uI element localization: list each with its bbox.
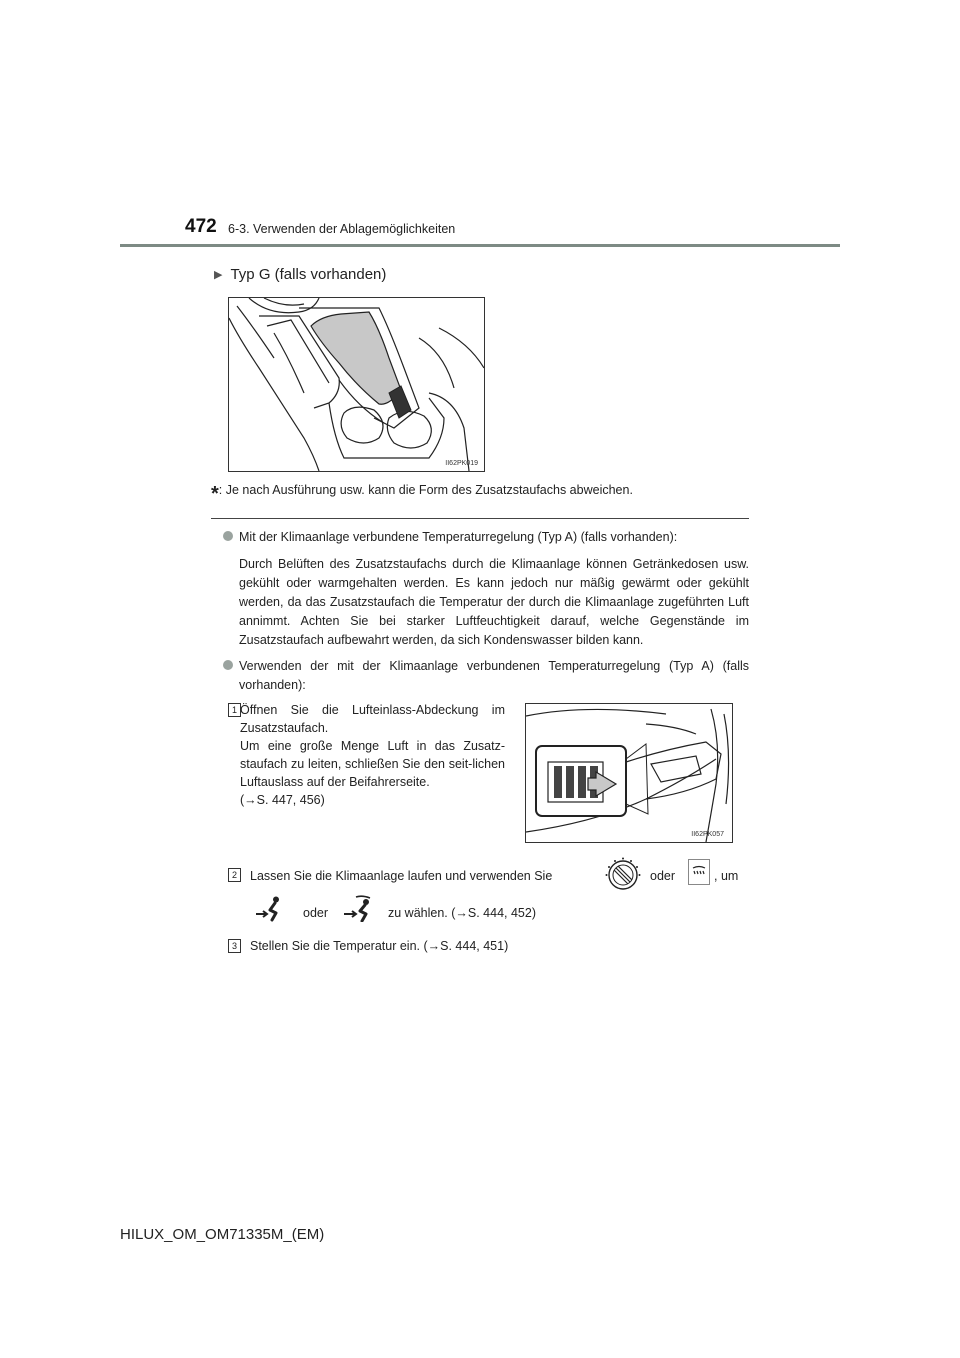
bullet-title: Verwenden der mit der Klimaanlage verbundenen Temperaturregelung (Typ A) (falls vorhanden): (239, 659, 749, 692)
figure-code: II62PK057 (691, 831, 724, 838)
header-rule (120, 244, 840, 247)
subheading (214, 266, 386, 283)
step-3-text: Stellen Sie die Temperatur ein. (→S. 444, 451) (250, 939, 509, 953)
bullet-usage (223, 657, 749, 695)
footnote-rule (211, 518, 749, 519)
step-2-um: , um (714, 869, 739, 883)
bullet-body: Durch Belüften des Zusatzstaufachs durch die Klimaanlage können Getränkedosen usw. gekühlt oder warmgehalten werden. Es kann jedoch nur mäßig gewärmt oder gekühlt werden, da das Zusatzstaufach die Temperatur der durch die Klimaanlage zugeführten Luft annimmt. Achten Sie bei starker Luftfeuchtigkeit darauf, welche Gegenstände im Zusatzstaufach aufbewahrt werden, da sich Kondenswasser bilden kann. (239, 557, 749, 647)
figure-code: II62PK019 (445, 460, 478, 467)
step-1-line1: Öffnen Sie die Lufteinlass-Abdeckung im Zusatzstaufach. (240, 703, 505, 735)
console-illustration (229, 298, 484, 471)
figure-air-inlet (525, 703, 733, 843)
step-number-box: 1 (228, 703, 241, 717)
feet-and-windshield-airflow-icon (342, 894, 374, 922)
figure-console-storage (228, 297, 485, 472)
document-footer: HILUX_OM_OM71335M_(EM) (120, 1226, 325, 1243)
air-inlet-illustration (526, 704, 732, 842)
footnote-text: : Je nach Ausführung usw. kann die Form des Zusatzstaufachs abweichen. (218, 483, 633, 497)
triangle-bullet-icon: ▶ (214, 269, 223, 281)
step-1-line2: Um eine große Menge Luft in das Zusatz-staufach zu leiten, schließen Sie den seit-lichen Luftauslass auf der Beifahrerseite. (240, 739, 505, 789)
subheading-text: Typ G (falls vorhanden) (230, 266, 387, 283)
footnote-star: * (211, 483, 219, 505)
step-2-or-2: oder (303, 906, 329, 920)
bullet-dot-icon (223, 531, 233, 541)
footnote (211, 483, 633, 506)
feet-airflow-icon (254, 896, 284, 922)
page-number: 472 (185, 216, 217, 237)
airflow-mode-dial-icon (604, 856, 642, 894)
step-number-box: 3 (228, 939, 241, 953)
step-2-text-a: Lassen Sie die Klimaanlage laufen und verwenden Sie (250, 869, 553, 883)
windshield-defog-icon (688, 859, 710, 885)
step-2-or-1: oder (650, 869, 676, 883)
step-1-ref: (→S. 447, 456) (240, 793, 325, 807)
bullet-temperature-control (223, 528, 749, 650)
step-1-text (240, 701, 505, 809)
step-2-text-b: zu wählen. (→S. 444, 452) (388, 906, 536, 920)
bullet-dot-icon (223, 660, 233, 670)
step-number-box: 2 (228, 868, 241, 882)
bullet-title: Mit der Klimaanlage verbundene Temperaturregelung (Typ A) (falls vorhanden): (239, 530, 678, 544)
section-title: 6-3. Verwenden der Ablagemöglichkeiten (228, 222, 456, 236)
